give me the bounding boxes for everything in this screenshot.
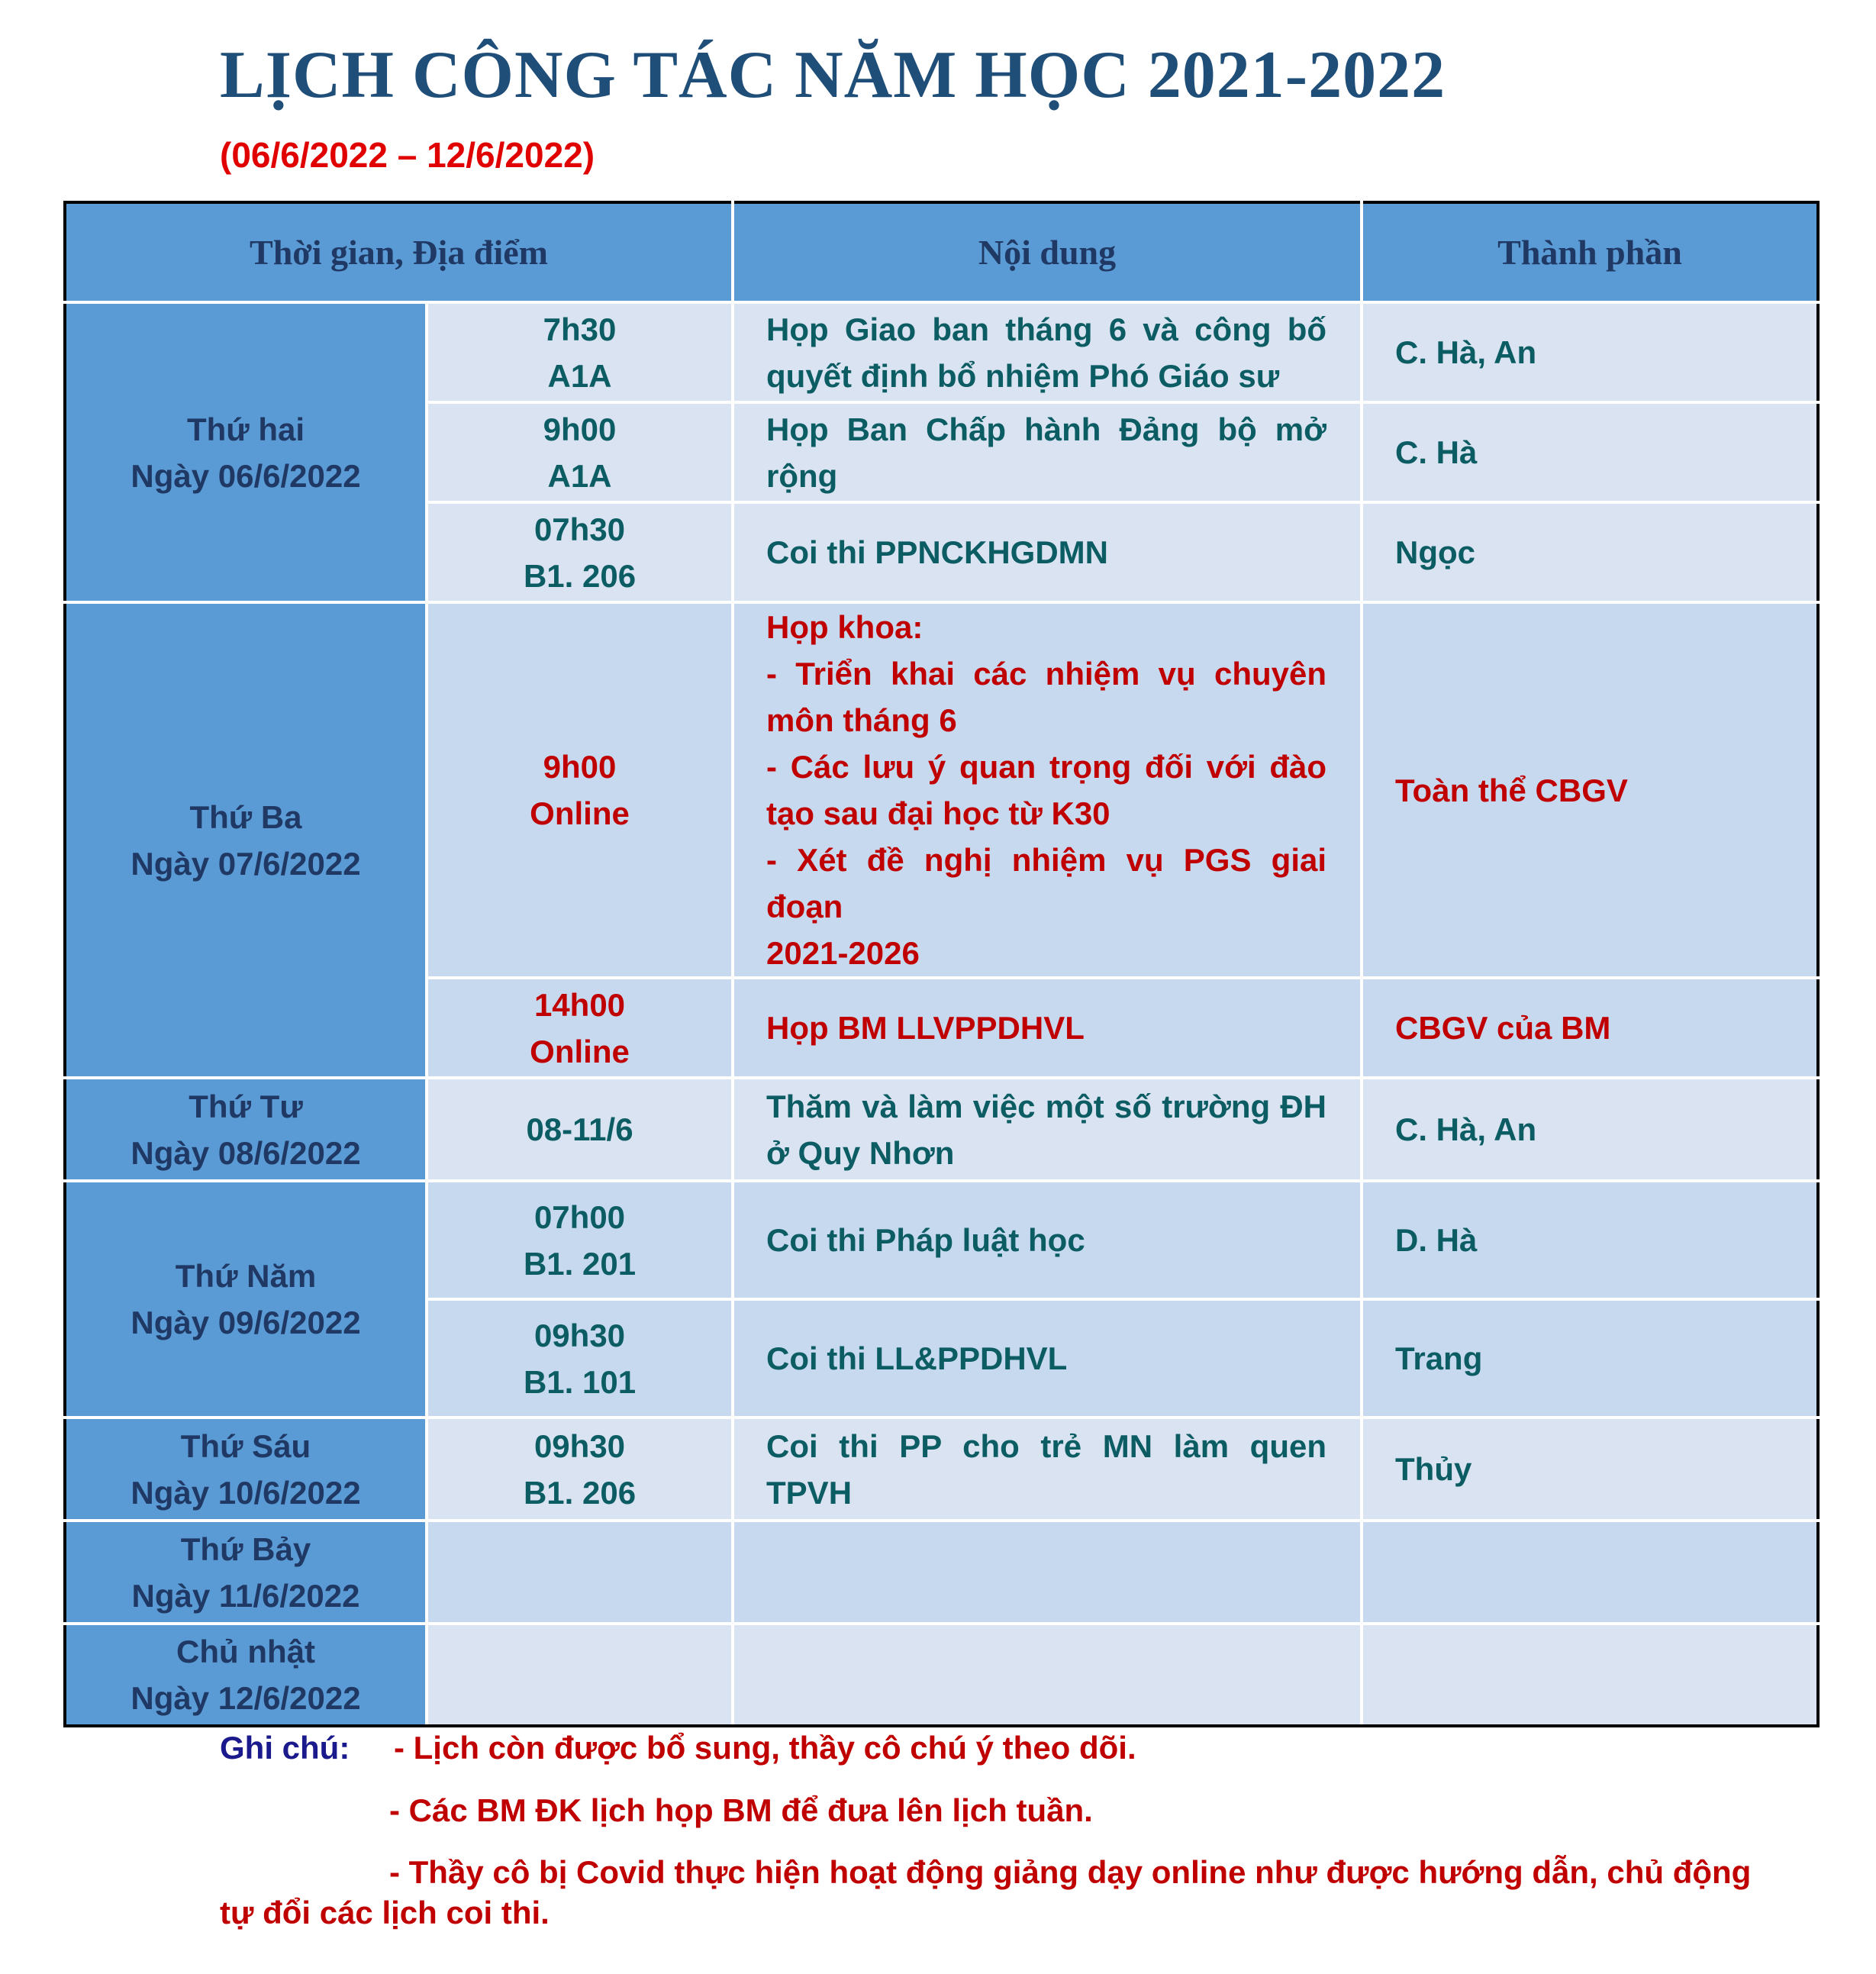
day-name: Thứ Tư bbox=[189, 1088, 303, 1124]
place: B1. 206 bbox=[523, 1474, 637, 1511]
table-row bbox=[65, 602, 1818, 978]
day-date: Ngày 09/6/2022 bbox=[131, 1305, 361, 1340]
note-text: - Lịch còn được bổ sung, thầy cô chú ý theo dõi. bbox=[394, 1730, 1136, 1766]
time-cell bbox=[427, 1078, 733, 1181]
day-cell bbox=[65, 302, 427, 602]
time: 9h00 bbox=[543, 411, 617, 447]
members-cell: C. Hà bbox=[1362, 402, 1818, 502]
table-row bbox=[65, 1078, 1818, 1181]
content-line: Coi thi LL&PPDHVL bbox=[766, 1340, 1068, 1376]
content-cell bbox=[733, 602, 1362, 978]
day-cell bbox=[65, 1078, 427, 1181]
content-cell bbox=[733, 1078, 1362, 1181]
time: 14h00 bbox=[533, 986, 626, 1023]
notes-section bbox=[220, 1727, 1792, 1933]
day-cell bbox=[65, 1418, 427, 1521]
content-cell bbox=[733, 402, 1362, 502]
content-cell bbox=[733, 1299, 1362, 1418]
content-line: ở Quy Nhơn bbox=[766, 1134, 955, 1171]
time-cell bbox=[427, 978, 733, 1078]
members-cell: C. Hà, An bbox=[1362, 302, 1818, 402]
time-cell bbox=[427, 602, 733, 978]
place: A1A bbox=[547, 457, 612, 494]
content-line: - Triển khai các nhiệm vụ chuyên bbox=[766, 656, 1327, 692]
time: 07h30 bbox=[533, 511, 626, 547]
content-line: tạo sau đại học từ K30 bbox=[766, 795, 1110, 831]
place: Online bbox=[530, 795, 630, 831]
time: 09h30 bbox=[533, 1427, 626, 1464]
table-row bbox=[65, 1521, 1818, 1624]
content-line: Họp BM LLVPPDHVL bbox=[766, 1010, 1085, 1046]
table-row bbox=[65, 1181, 1818, 1299]
day-name: Thứ Sáu bbox=[180, 1427, 311, 1464]
note-item bbox=[220, 1727, 1792, 1768]
members-cell: Ngọc bbox=[1362, 502, 1818, 602]
day-name: Chủ nhật bbox=[176, 1634, 315, 1669]
table-row bbox=[65, 1624, 1818, 1726]
time-cell bbox=[427, 1521, 733, 1624]
place: A1A bbox=[547, 357, 612, 394]
time-cell bbox=[427, 1299, 733, 1418]
day-name: Thứ Ba bbox=[189, 798, 302, 835]
time-cell bbox=[427, 302, 733, 402]
time-cell bbox=[427, 502, 733, 602]
time: 07h00 bbox=[533, 1198, 626, 1235]
day-cell bbox=[65, 1521, 427, 1624]
table-header-row bbox=[65, 202, 1818, 302]
content-line: Họp khoa: bbox=[766, 609, 923, 645]
table-row bbox=[65, 302, 1818, 402]
day-name: Thứ hai bbox=[186, 411, 305, 447]
place: B1. 101 bbox=[523, 1363, 637, 1400]
day-date: Ngày 10/6/2022 bbox=[131, 1474, 361, 1511]
content-line: Họp Ban Chấp hành Đảng bộ mở bbox=[766, 411, 1327, 447]
time-cell bbox=[427, 402, 733, 502]
content-line: - Các lưu ý quan trọng đối với đào bbox=[766, 749, 1327, 785]
day-date: Ngày 06/6/2022 bbox=[131, 457, 361, 494]
place: B1. 206 bbox=[523, 557, 637, 594]
day-date: Ngày 07/6/2022 bbox=[131, 845, 361, 882]
members-cell: D. Hà bbox=[1362, 1181, 1818, 1299]
place: Online bbox=[530, 1033, 630, 1069]
page-title: LỊCH CÔNG TÁC NĂM HỌC 2021-2022 bbox=[220, 38, 1446, 112]
content-cell bbox=[733, 1181, 1362, 1299]
members-cell bbox=[1362, 1624, 1818, 1726]
day-name: Thứ Bảy bbox=[180, 1530, 311, 1567]
members-cell: Toàn thể CBGV bbox=[1362, 602, 1818, 978]
place: B1. 201 bbox=[523, 1245, 637, 1282]
time: 09h30 bbox=[533, 1317, 626, 1353]
day-date: Ngày 11/6/2022 bbox=[131, 1577, 360, 1614]
date-range: (06/6/2022 – 12/6/2022) bbox=[220, 135, 595, 175]
content-line: - Xét đề nghị nhiệm vụ PGS giai đoạn bbox=[766, 842, 1327, 924]
header-time-place: Thời gian, Địa điểm bbox=[65, 202, 733, 302]
day-cell bbox=[65, 1181, 427, 1418]
content-line: 2021-2026 bbox=[766, 935, 920, 971]
time-cell bbox=[427, 1181, 733, 1299]
day-date: Ngày 08/6/2022 bbox=[131, 1134, 361, 1171]
time: 7h30 bbox=[543, 311, 617, 347]
members-cell: CBGV của BM bbox=[1362, 978, 1818, 1078]
note-item: - Các BM ĐK lịch họp BM để đưa lên lịch tuần. bbox=[389, 1792, 1093, 1828]
content-line: môn tháng 6 bbox=[766, 702, 957, 738]
schedule-table bbox=[63, 201, 1820, 1727]
day-cell bbox=[65, 1624, 427, 1726]
content-line: Coi thi PP cho trẻ MN làm quen TPVH bbox=[766, 1427, 1327, 1511]
header-content: Nội dung bbox=[733, 202, 1362, 302]
content-cell bbox=[733, 1521, 1362, 1624]
day-name: Thứ Năm bbox=[175, 1258, 317, 1294]
time: 9h00 bbox=[543, 749, 617, 785]
content-cell bbox=[733, 978, 1362, 1078]
content-cell bbox=[733, 1418, 1362, 1521]
members-cell: Trang bbox=[1362, 1299, 1818, 1418]
time-cell bbox=[427, 1624, 733, 1726]
content-cell bbox=[733, 1624, 1362, 1726]
content-line: Thăm và làm việc một số trường ĐH bbox=[766, 1088, 1327, 1124]
time: 08-11/6 bbox=[526, 1111, 633, 1147]
day-date: Ngày 12/6/2022 bbox=[131, 1680, 361, 1716]
content-line: rộng bbox=[766, 457, 838, 494]
content-line: Coi thi Pháp luật học bbox=[766, 1222, 1085, 1258]
content-line: Coi thi PPNCKHGDMN bbox=[766, 534, 1108, 570]
note-item: - Thầy cô bị Covid thực hiện hoạt động giảng dạy online như được hướng dẫn, chủ động tự đổi các lịch coi thi. bbox=[220, 1854, 1752, 1930]
header-members: Thành phần bbox=[1362, 202, 1818, 302]
content-line: Họp Giao ban tháng 6 và công bố bbox=[766, 311, 1327, 347]
table-row bbox=[65, 1418, 1818, 1521]
members-cell: C. Hà, An bbox=[1362, 1078, 1818, 1181]
time-cell bbox=[427, 1418, 733, 1521]
day-cell bbox=[65, 602, 427, 1078]
content-cell bbox=[733, 502, 1362, 602]
content-line: quyết định bổ nhiệm Phó Giáo sư bbox=[766, 357, 1280, 394]
members-cell: Thủy bbox=[1362, 1418, 1818, 1521]
members-cell bbox=[1362, 1521, 1818, 1624]
content-cell bbox=[733, 302, 1362, 402]
notes-label: Ghi chú: bbox=[220, 1730, 350, 1766]
